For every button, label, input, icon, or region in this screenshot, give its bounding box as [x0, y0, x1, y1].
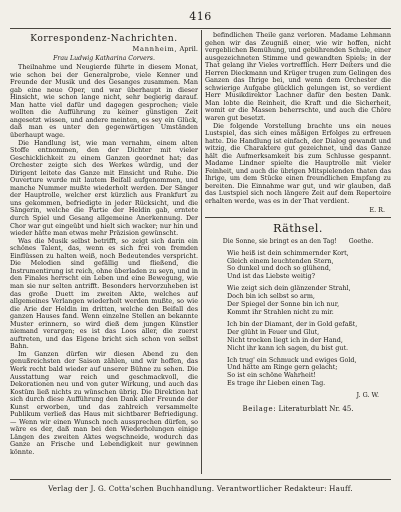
supplement-label: Beilage:: [242, 404, 277, 413]
article-paragraph: befindlichen Theile ganz verloren. Madame Lehmann gehen wir das Zeugniß einer, wie wir hoffen, nicht vergeblichen Bemühung, und gebührenden Schule, einer ausgezeichneten Stimme und gewandten Spiels; in der That gelang ihr Vieles vortrefflich. Herr Deiters und die Herren Dieckmann und Krüger trugen zum Gelingen des Ganzen das Ihrige bei, und wenn dem Orchester die schwierige Aufgabe glücklich gelungen ist, so verdient Herr Musikdirektor Lachner dafür den besten Dank. Man lobte die Reinheit, die Kraft und die Sicherheit, womit er die Massen beherrschte, und auch die Chöre waren gut besetzt.: [205, 32, 391, 123]
riddle-signature: J. G. W.: [356, 391, 379, 400]
article-paragraph: Im Ganzen dürfen wir diesen Abend zu den genußreichsten der Saison zählen, und wir hoffen, das Werk recht bald wieder auf unserer Bühne zu sehen. Die Ausstattung war reich und geschmackvoll, die Dekorationen neu und von guter Wirkung, und auch das Kostüm ließ nichts zu wünschen übrig. Die Direktion hat sich durch diese Aufführung den Dank aller Freunde der Kunst erworben, und das zahlreich versammelte Publikum verließ das Haus mit sichtbarer Befriedigung. — Wenn wir einen Wunsch noch aussprechen dürfen, so wäre es der, daß man bei den Wiederholungen einige Längen des zweiten Aktes wegschneide, wodurch das Ganze an Frische und Lebendigkeit nur gewinnen könnte.: [10, 349, 198, 456]
verse-line: Wie zeigt sich dein glänzender Strahl,: [227, 284, 351, 293]
riddle-stanza: [227, 357, 391, 389]
section-title: Korrespondenz-Nachrichten.: [30, 34, 178, 44]
bottom-rule: [10, 479, 391, 480]
supplement-text: Literaturblatt Nr. 45.: [278, 404, 354, 413]
dateline-city: Mannheim,: [132, 45, 178, 53]
verse-line: Der glüht in Feuer und Glut,: [227, 327, 320, 336]
dateline-month: April.: [179, 45, 198, 53]
riddle-title: Räthsel.: [273, 222, 323, 236]
supplement-note: [205, 406, 391, 414]
riddle-motto-text: Die Sonne, sie bringt es an den Tag!: [222, 238, 337, 246]
riddle-stanza: [227, 285, 391, 317]
riddle-stanza: [227, 321, 391, 353]
verse-line: Gleich einem leuchtenden Stern,: [227, 256, 334, 265]
right-column: [205, 32, 391, 472]
article-paragraph: Theilnahme und Neugierde führte in diesem Monat, wie schon bei der Generalprobe, viele Kenner und Freunde der Musik und des Gesanges zusammen. Man gab eine neue Oper, und war überhaupt in dieser Hinsicht, wie schon lange nicht, sehr begierig darauf. Man hatte viel dafür und dagegen gesprochen; viele wollten die Aufführung zu keiner günstigen Zeit angesetzt wissen, und andere meinten, es sey ein Glück, daß man es unter den gegenwärtigen Umständen überhaupt wage.: [10, 63, 198, 140]
verse-line: Ich trug' ein Schmuck und ewiges Gold,: [227, 355, 357, 364]
article-paragraph: Die Handlung ist, wie man vernahm, einem alten Stoffe entnommen, den der Dichter mit vieler Geschicklichkeit zu einem Ganzen geordnet hat; das Orchester zeigte sich des Werkes würdig, und der Dirigent leitete das Ganze mit Einsicht und Ruhe. Die Ouverture wurde mit lautem Beifall aufgenommen, und manche Nummer mußte wiederholt werden. Der Sänger der Hauptrolle, welcher erst kürzlich aus Frankfurt zu uns gekommen, befriedigte in jeder Rücksicht, und die Sängerin, welche die Partie der Heldin gab, erntete durch Spiel und Gesang allgemeine Anerkennung. Der Chor war gut eingeübt und hielt sich wacker; nur hin und wieder hätte man etwas mehr Präzision gewünscht.: [10, 138, 198, 238]
article-paragraph: Die folgende Vorstellung brachte uns ein neues Lustspiel, das sich eines mäßigen Erfolges zu erfreuen hatte. Die Handlung ist einfach, der Dialog gewandt und witzig, die Charaktere gut gezeichnet, und das Ganze hält die Aufmerksamkeit bis zum Schlusse gespannt. Madame Lindner spielte die Hauptrolle mit vieler Feinheit, und auch die übrigen Mitspielenden thaten das Ihrige, um dem Stücke einen freundlichen Empfang zu bereiten. Die Einnahme war gut, und wir glauben, daß das Lustspiel sich noch längere Zeit auf dem Repertoire erhalten werde, was es in der That verdient.: [205, 121, 391, 206]
riddle-motto-author: Goethe.: [348, 238, 374, 246]
article-paragraph: Was die Musik selbst betrifft, so zeigt sich darin ein schönes Talent, das, wenn es sich frei von fremden Einflüssen zu halten weiß, noch Bedeutendes verspricht. Die Melodien sind gefällig und fließend, die Instrumentirung ist reich, ohne überladen zu seyn, und in den Finales herrscht ein Leben und eine Bewegung, wie man sie nur selten antrifft. Besonders hervorzuheben ist das große Duett im zweiten Akte, welches auf allgemeines Verlangen wiederholt werden mußte, so wie die Arie der Heldin im dritten, welche den Beifall des ganzen Hauses fand. Wenn einzelne Stellen an bekannte Muster erinnern, so wird dieß dem jungen Künstler niemand verargen; es ist das Loos aller, die zuerst auftreten, und das Eigene bricht sich schon von selbst Bahn.: [10, 236, 198, 351]
verse-line: Nicht trocken liegt ich in der Hand,: [227, 335, 343, 344]
verse-line: Kommt ihr Strahlen nicht zu mir.: [227, 308, 334, 317]
left-column: [10, 32, 198, 472]
byline: Frau Ludwig Katharina Corvers.: [53, 54, 155, 62]
article-signature: E. R.: [369, 205, 385, 214]
verse-line: Es trage ihr Lieben einen Tag.: [227, 379, 326, 388]
riddle-stanza: [227, 250, 391, 282]
verse-line: Und ist das Liebste weitig?: [227, 272, 316, 281]
verse-line: So ist ein schöne Wahrheit!: [227, 371, 316, 380]
verse-line: Ich bin der Diamant, der in Gold gefaßt,: [227, 319, 358, 328]
verse-line: Und hätte am Ringe gern gelacht;: [227, 363, 338, 372]
verse-line: Doch bin ich selbst so arm,: [227, 292, 315, 301]
riddle-motto: [205, 238, 391, 246]
verse-line: Wie heiß ist dein schimmernder Kort,: [227, 248, 349, 257]
publisher-imprint: Verlag der J. G. Cotta'schen Buchhandlung. Verantwortlicher Redakteur: Hauff.: [48, 484, 353, 493]
section-separator: [205, 217, 391, 218]
column-divider: [201, 30, 202, 474]
verse-line: So dunkel und doch so glühend,: [227, 264, 331, 273]
dateline: [10, 46, 198, 54]
page-number: 416: [189, 10, 212, 23]
verse-line: Der Spiegel der Sonne bin ich nur,: [227, 300, 340, 309]
top-rule: [10, 28, 391, 29]
verse-line: Nicht ihr kann ich sagen, du bist gut.: [227, 343, 349, 352]
